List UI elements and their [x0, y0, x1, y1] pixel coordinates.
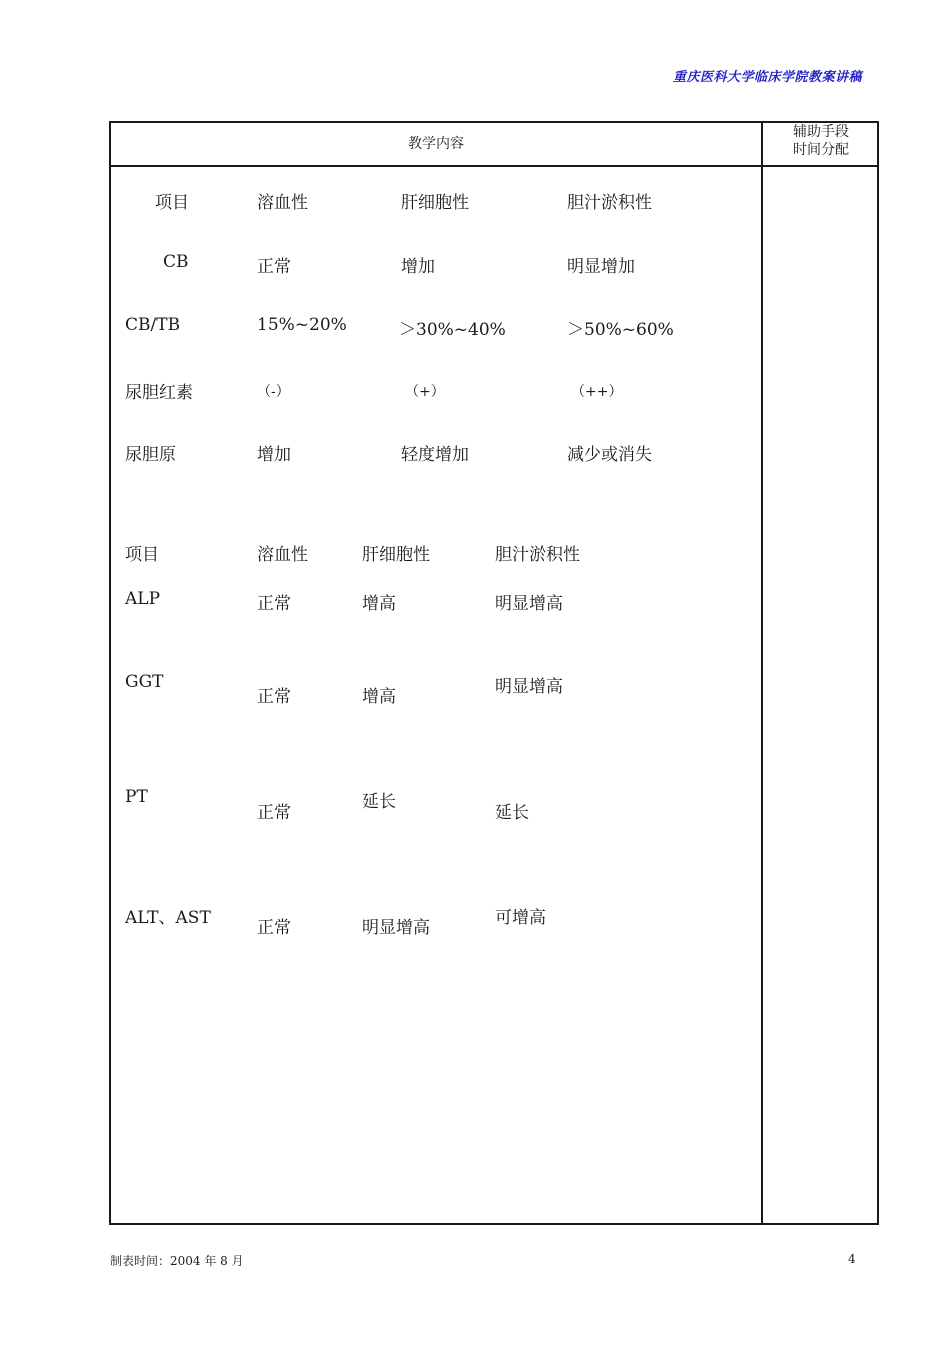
t1-cell: 轻度增加 [401, 445, 469, 465]
t2-header-cholestatic: 胆汁淤积性 [495, 545, 580, 565]
t1-cell: 增加 [401, 257, 435, 277]
t1-header-cholestatic: 胆汁淤积性 [567, 193, 652, 213]
t1-cell: 明显增加 [567, 257, 635, 277]
t1-cell: （+） [405, 384, 445, 400]
t1-cell: 增加 [257, 445, 291, 465]
t1-row-label: 尿胆原 [125, 445, 176, 465]
auxiliary-means-label: 辅助手段 [793, 124, 849, 140]
teaching-content-heading: 教学内容 [408, 136, 464, 152]
t2-header-hepatocellular: 肝细胞性 [362, 545, 430, 565]
page-number: 4 [848, 1252, 856, 1266]
t1-row-label: CB/TB [125, 315, 181, 335]
t2-cell: 增高 [362, 594, 396, 614]
lesson-table-frame [109, 121, 879, 1225]
t2-cell: 增高 [362, 687, 396, 707]
time-allocation-label: 时间分配 [793, 142, 849, 158]
t1-header-item: 项目 [155, 193, 189, 213]
t1-cell: ＞50%~60% [567, 320, 674, 340]
t1-cell: ＞30%~40% [399, 320, 506, 340]
t1-row-label: CB [163, 252, 189, 272]
t2-cell: 延长 [362, 792, 396, 812]
t1-header-hemolytic: 溶血性 [257, 193, 308, 213]
t1-row-label: 尿胆红素 [125, 383, 193, 403]
t2-row-label: PT [125, 787, 148, 807]
t2-cell: 正常 [257, 803, 291, 823]
t2-cell: 明显增高 [495, 594, 563, 614]
auxiliary-time-heading [763, 123, 879, 159]
t2-header-hemolytic: 溶血性 [257, 545, 308, 565]
t2-cell: 正常 [257, 918, 291, 938]
t2-cell: 可增高 [495, 908, 546, 928]
t1-header-hepatocellular: 肝细胞性 [401, 193, 469, 213]
t1-cell: 减少或消失 [567, 445, 652, 465]
column-divider [761, 123, 763, 1223]
t2-cell: 延长 [495, 803, 529, 823]
t1-cell: 正常 [257, 257, 291, 277]
t2-cell: 明显增高 [495, 677, 563, 697]
t2-row-label: ALT、AST [125, 908, 211, 928]
page-header-title: 重庆医科大学临床学院教案讲稿 [672, 70, 862, 85]
t1-cell: 15%~20% [257, 315, 347, 335]
t1-cell: （-） [257, 384, 290, 400]
footer-made-time: 制表时间：2004 年 8 月 [110, 1254, 244, 1268]
t2-cell: 明显增高 [362, 918, 430, 938]
t2-header-item: 项目 [125, 545, 159, 565]
header-divider [111, 165, 877, 167]
t2-cell: 正常 [257, 594, 291, 614]
t2-row-label: GGT [125, 672, 164, 692]
t2-row-label: ALP [125, 589, 161, 609]
t2-cell: 正常 [257, 687, 291, 707]
t1-cell: （++） [571, 384, 623, 400]
